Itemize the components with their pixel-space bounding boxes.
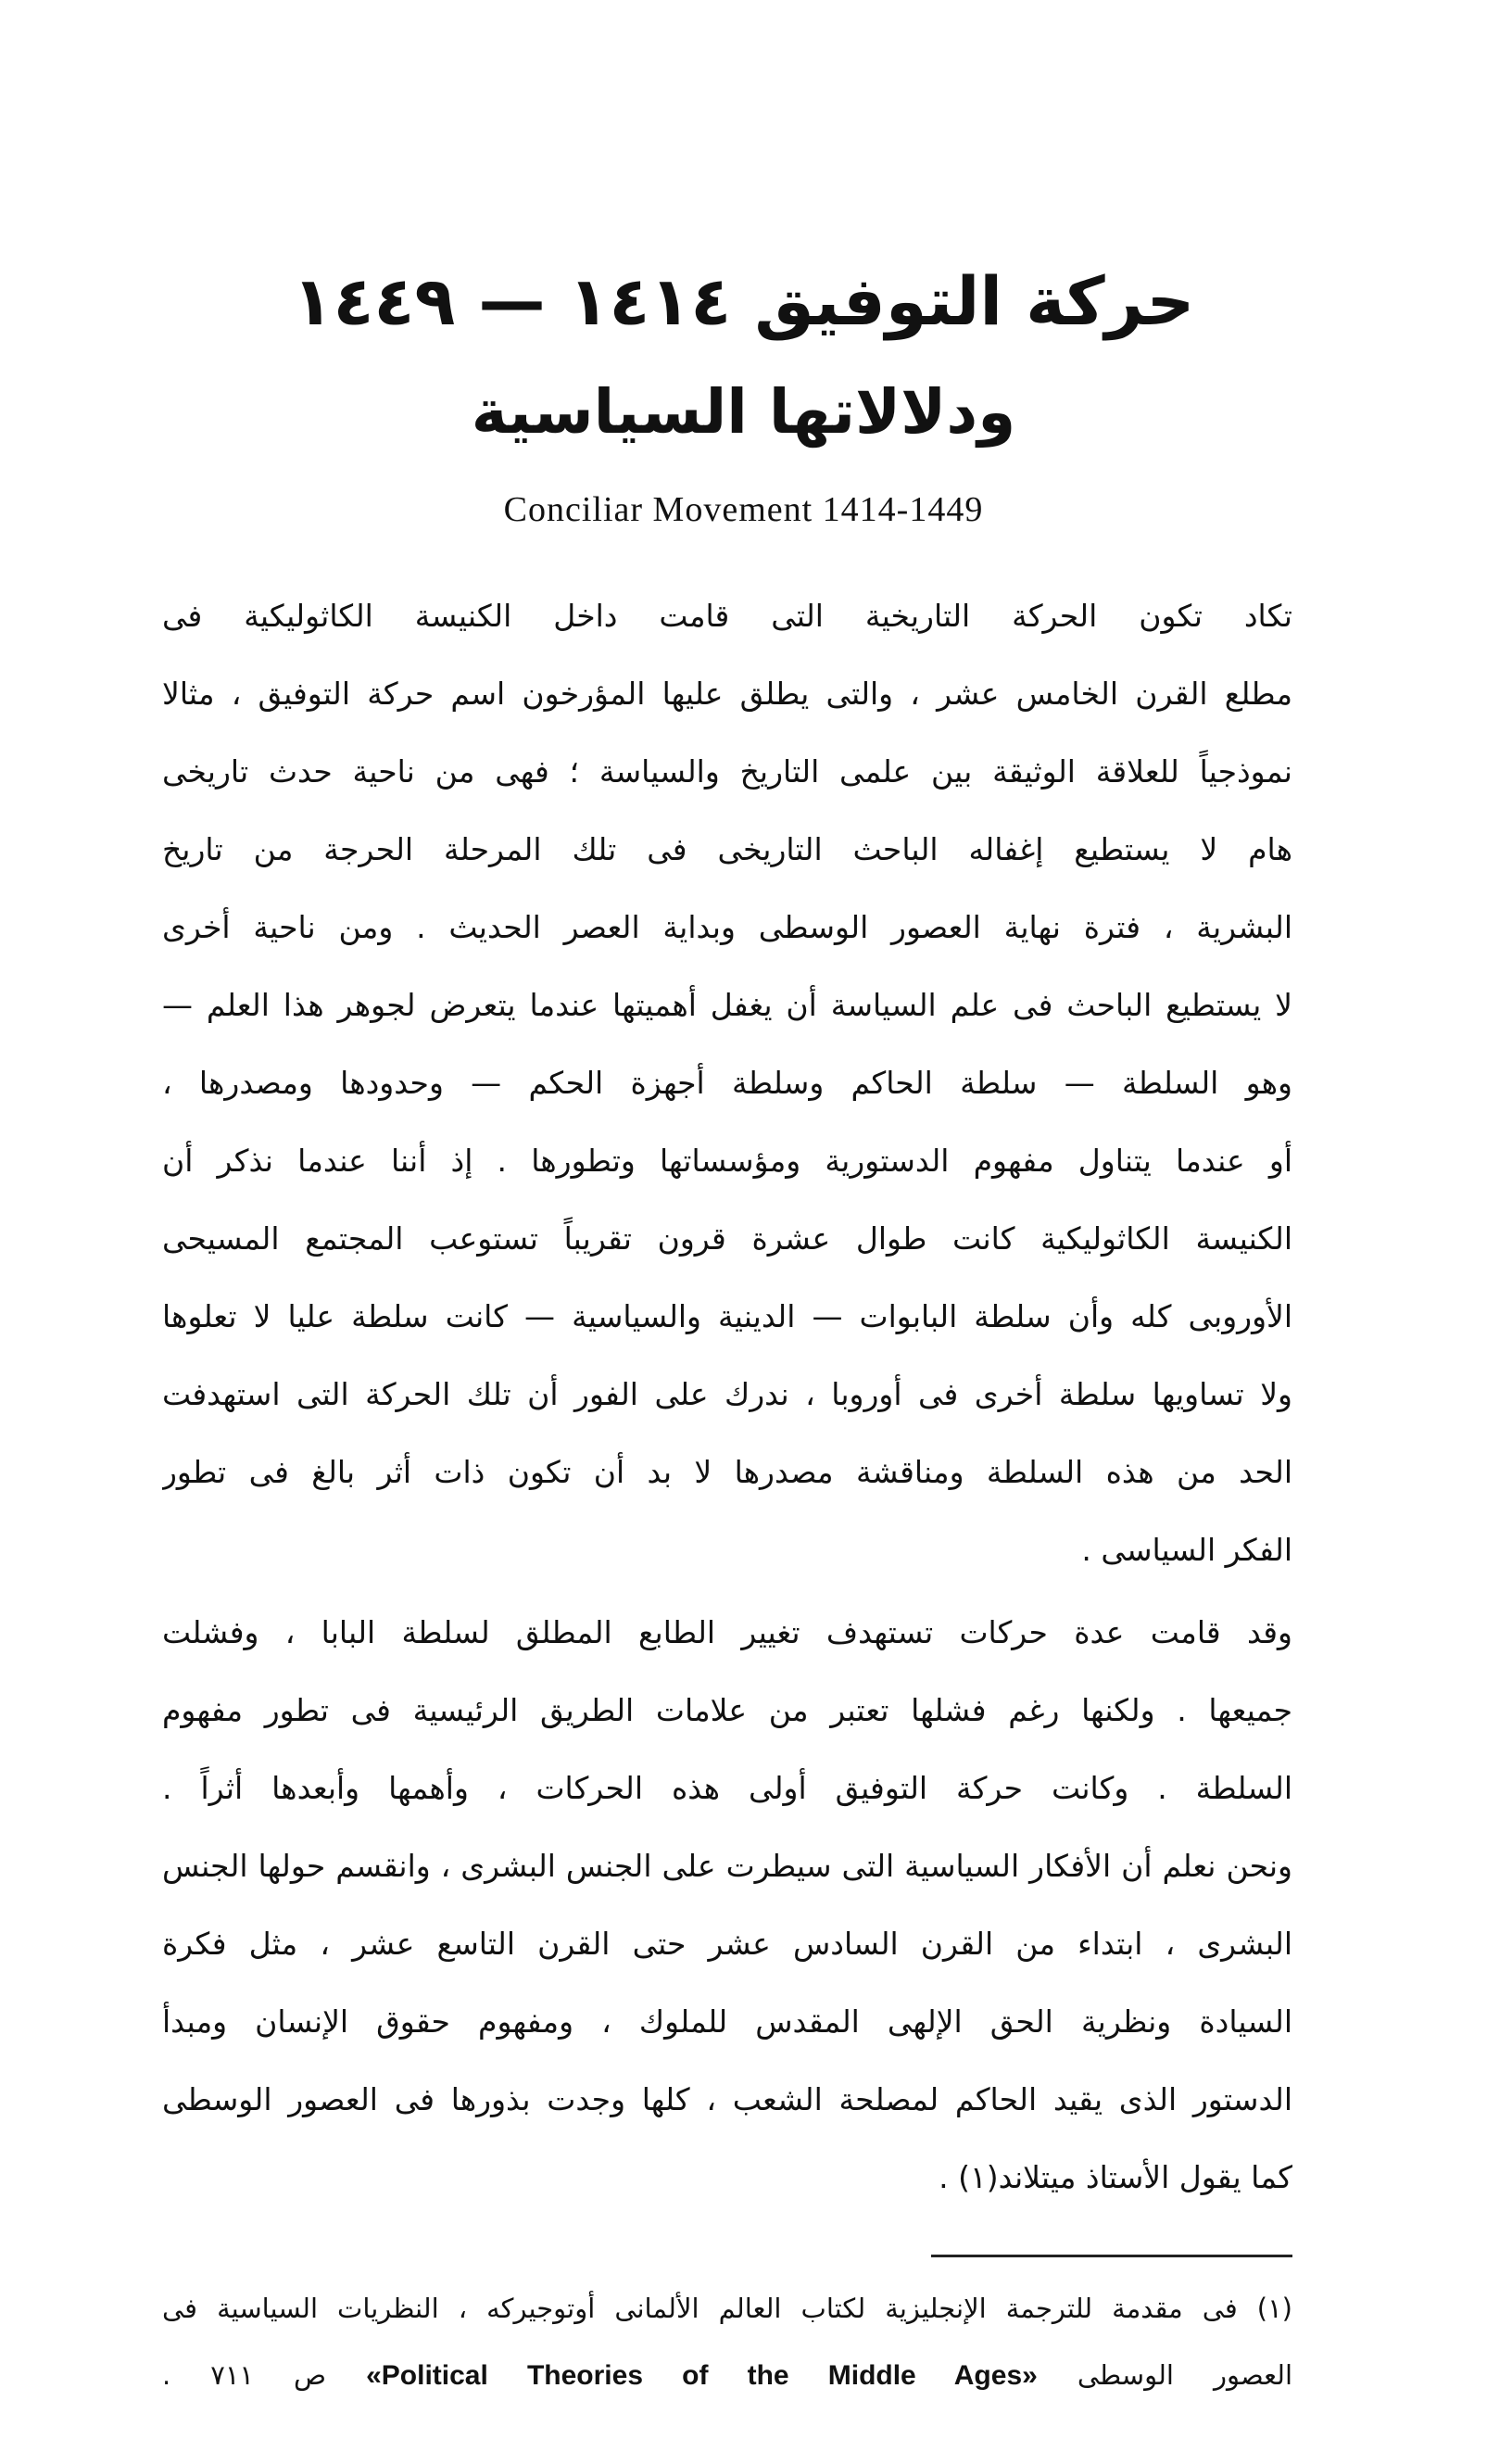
english-subtitle: Conciliar Movement 1414-1449 (503, 490, 984, 529)
footnote-page-ref: ص ٧١١ . (162, 2359, 327, 2391)
paragraph-line: ولا تساويها سلطة أخرى فى أوروبا ، ندرك على الفور أن تلك الحركة التى استهدفت (162, 1376, 1292, 1412)
paragraph-2 (162, 1594, 1292, 2217)
paragraph-line: نموذجياً للعلاقة الوثيقة بين علمى التاريخ والسياسة ؛ فهى من ناحية حدث تاريخى (162, 753, 1292, 790)
paragraph-line: ونحن نعلم أن الأفكار السياسية التى سيطرت على الجنس البشرى ، وانقسم حولها الجنس (162, 1848, 1292, 1884)
paragraph-line: جميعها . ولكنها رغم فشلها تعتبر من علامات الطريق الرئيسية فى تطور مفهوم (162, 1692, 1292, 1728)
footnote-line: (١) فى مقدمة للترجمة الإنجليزية لكتاب العالم الألمانى أوتوجيركه ، النظريات السياسية فى (162, 2293, 1292, 2324)
paragraph-line: لا يستطيع الباحث فى علم السياسة أن يغفل أهميتها عندما يتعرض لجوهر هذا العلم — (162, 987, 1292, 1023)
paragraph-1 (162, 577, 1292, 1589)
paragraph-line: مطلع القرن الخامس عشر ، والتى يطلق عليها المؤرخون اسم حركة التوفيق ، مثالا (162, 676, 1292, 712)
footnote-english-title: «Political Theories of the Middle Ages» (366, 2360, 1038, 2391)
chapter-title: حركة التوفيق ١٤١٤ — ١٤٤٩ (292, 262, 1195, 340)
paragraph-line: هام لا يستطيع إغفاله الباحث التاريخى فى تلك المرحلة الحرجة من تاريخ (162, 831, 1292, 867)
paragraph-line: الفكر السياسى . (1081, 1532, 1292, 1568)
footnote (162, 2275, 1292, 2408)
paragraph-line: البشرى ، ابتداء من القرن السادس عشر حتى القرن التاسع عشر ، مثل فكرة (162, 1926, 1292, 1962)
paragraph-line: وقد قامت عدة حركات تستهدف تغيير الطابع المطلق لسلطة البابا ، وفشلت (162, 1614, 1292, 1650)
paragraph-line: السلطة . وكانت حركة التوفيق أولى هذه الحركات ، وأهمها وأبعدها أثراً . (162, 1770, 1292, 1806)
chapter-title-line-2: ودلالاتها السياسية (471, 376, 1016, 448)
footnote-divider (931, 2255, 1292, 2257)
paragraph-line: أو عندما يتناول مفهوم الدستورية ومؤسساتها وتطورها . إذ أننا عندما نذكر أن (162, 1143, 1292, 1179)
paragraph-line: وهو السلطة — سلطة الحاكم وسلطة أجهزة الحكم — وحدودها ومصدرها ، (162, 1065, 1292, 1101)
paragraph-line: الدستور الذى يقيد الحاكم لمصلحة الشعب ، كلها وجدت بذورها فى العصور الوسطى (162, 2081, 1292, 2117)
footnote-arabic-title: العصور الوسطى (1077, 2359, 1293, 2391)
paragraph-line: البشرية ، فترة نهاية العصور الوسطى وبداية العصر الحديث . ومن ناحية أخرى (162, 909, 1292, 945)
paragraph-line: الأوروبى كله وأن سلطة البابوات — الدينية والسياسية — كانت سلطة عليا لا تعلوها (162, 1298, 1292, 1334)
footnote-line-2 (162, 2342, 1292, 2408)
paragraph-line: تكاد تكون الحركة التاريخية التى قامت داخل الكنيسة الكاثوليكية فى (162, 598, 1292, 634)
paragraph-line: الكنيسة الكاثوليكية كانت طوال عشرة قرون تقريباً تستوعب المجتمع المسيحى (162, 1220, 1292, 1257)
paragraph-line: الحد من هذه السلطة ومناقشة مصدرها لا بد أن تكون ذات أثر بالغ فى تطور (162, 1454, 1292, 1490)
paragraph-line: السيادة ونظرية الحق الإلهى المقدس للملوك ، ومفهوم حقوق الإنسان ومبدأ (162, 2003, 1292, 2040)
paragraph-line: كما يقول الأستاذ ميتلاند(١) . (939, 2159, 1292, 2195)
